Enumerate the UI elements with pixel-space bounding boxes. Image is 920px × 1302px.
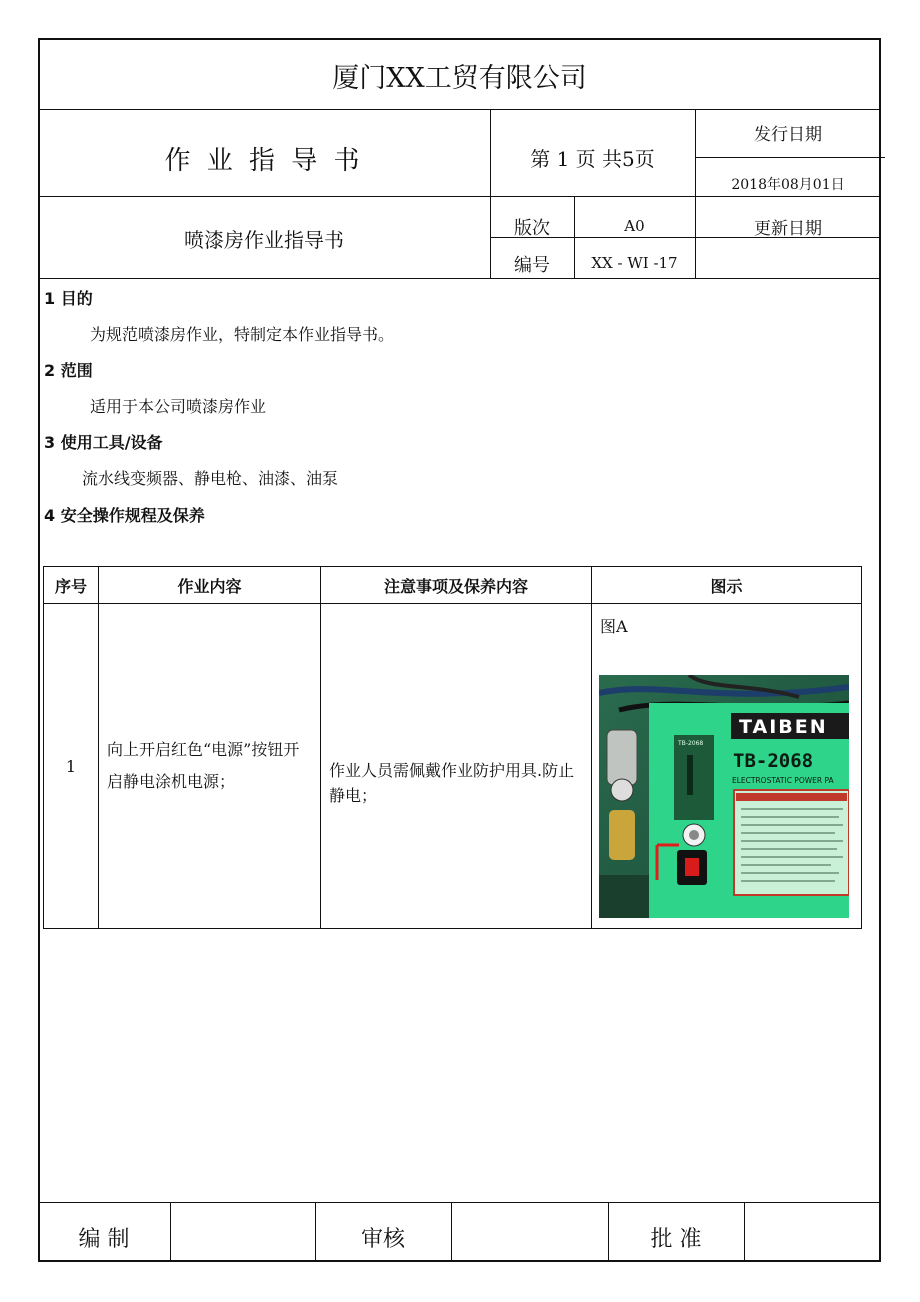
version-label: 版次: [514, 218, 550, 239]
row-content-text: 向上开启红色“电源”按钮开启静电涂机电源；: [107, 740, 300, 791]
prepared-label: 编 制: [78, 1227, 130, 1252]
section-body: 为规范喷漆房作业，特制定本作业指导书。: [90, 325, 395, 344]
figure-label: 图A: [600, 617, 628, 636]
photo-subtitle: ELECTROSTATIC POWER PA: [732, 776, 834, 785]
number-label: 编号: [514, 255, 550, 276]
approve-signature-field[interactable]: [744, 1203, 879, 1261]
page-info: 第 1 页 共5页: [530, 147, 655, 171]
rule-2: [38, 196, 881, 197]
col-header-notes: 注意事项及保养内容: [321, 567, 592, 604]
section-body: 适用于本公司喷漆房作业: [90, 397, 267, 416]
doc-type: 作 业 指 导 书: [164, 146, 364, 176]
section-heading: 1 目的: [44, 289, 93, 308]
col-header-no: 序号: [44, 567, 99, 604]
col-header-content: 作业内容: [99, 567, 321, 604]
photo-panel-label: TB-2068: [678, 740, 704, 747]
company-name: 厦门XX工贸有限公司: [332, 63, 587, 94]
number-value: XX - WI -17: [591, 254, 678, 272]
issue-date-label: 发行日期: [754, 125, 822, 145]
review-label: 审核: [360, 1227, 405, 1252]
equipment-photo-drawing: [599, 675, 849, 918]
photo-brand: TAIBEN: [739, 716, 828, 738]
row-notes: [321, 604, 592, 929]
doc-title: 喷漆房作业指导书: [184, 228, 344, 252]
issue-date: 2018年08月01日: [731, 177, 845, 193]
prepared-signature-field[interactable]: [170, 1203, 315, 1261]
rule-3: [38, 278, 881, 279]
row-content: [99, 604, 321, 929]
col-header-figure: 图示: [592, 567, 862, 604]
section-heading: 2 范围: [44, 361, 93, 380]
row-notes-text: 作业人员需佩戴作业防护用具.防止静电；: [329, 761, 575, 805]
equipment-photo: [599, 675, 849, 918]
row-number: [44, 604, 99, 929]
table-header-row: [44, 567, 862, 604]
update-date-label: 更新日期: [754, 219, 822, 239]
rule-date: [695, 157, 885, 158]
row-number-text: 1: [65, 756, 77, 776]
section-heading: 3 使用工具/设备: [44, 433, 163, 452]
photo-model: TB-2068: [733, 750, 814, 772]
section-heading: 4 安全操作规程及保养: [44, 506, 205, 525]
rule-1: [38, 109, 881, 110]
version-value: A0: [624, 217, 645, 235]
section-body: 流水线变频器、静电枪、油漆、油泵: [82, 469, 339, 488]
review-signature-field[interactable]: [451, 1203, 608, 1261]
approve-label: 批 准: [650, 1227, 702, 1252]
